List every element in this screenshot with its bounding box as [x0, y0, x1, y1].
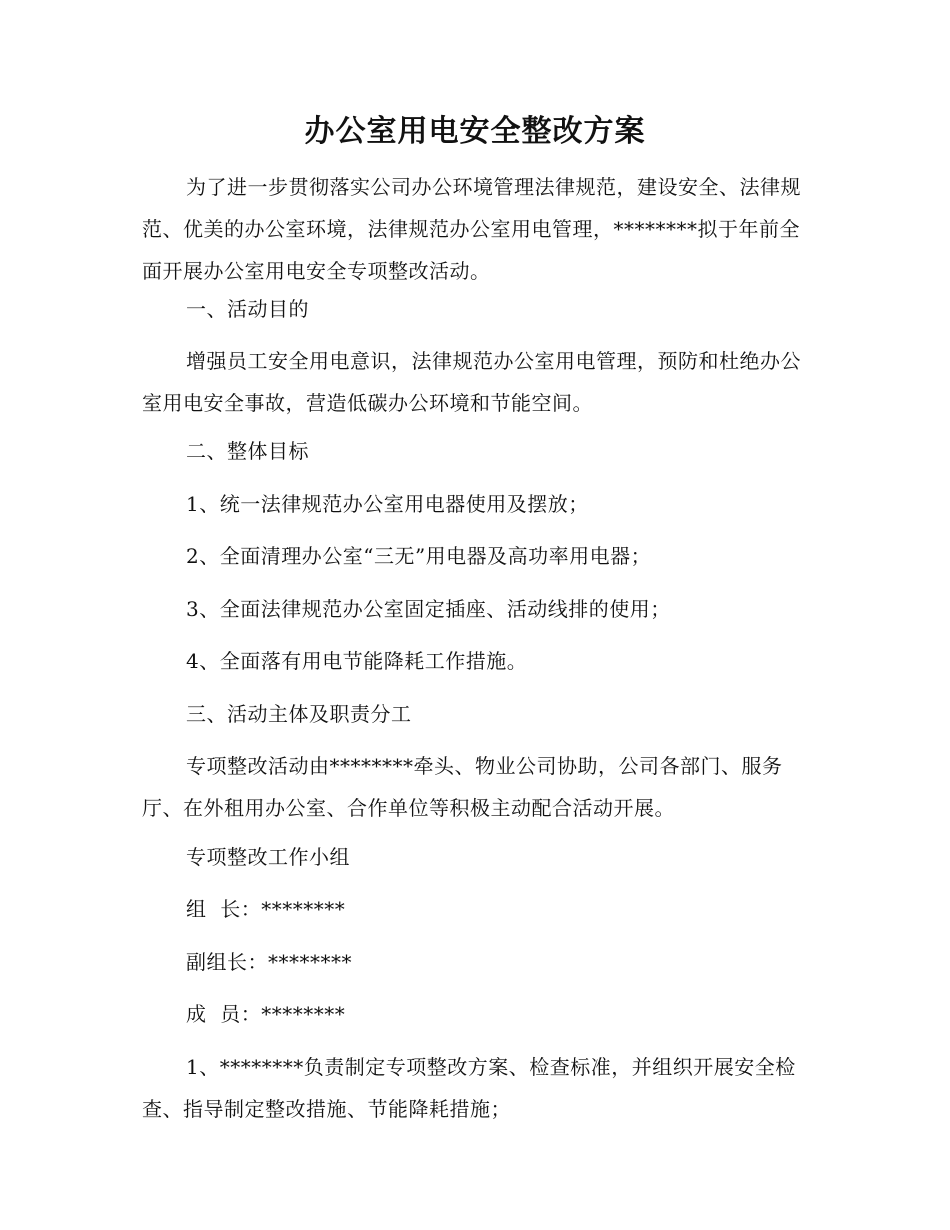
goal-item-2: 2、全面清理办公室“三无”用电器及高功率用电器；	[186, 544, 652, 568]
members-line: 成 员：********	[186, 1002, 346, 1026]
goal-item-3: 3、全面法律规范办公室固定插座、活动线排的使用；	[186, 597, 671, 621]
purpose-paragraph: 增强员工安全用电意识，法律规范办公室用电管理，预防和杜绝办公室用电安全事故，营造低碳办公环境和节能空间。	[142, 349, 801, 415]
responsibility-paragraph: 专项整改活动由********牵头、物业公司协助，公司各部门、服务厅、在外租用办公室、合作单位等积极主动配合活动开展。	[142, 754, 783, 820]
goal-item-1: 1、统一法律规范办公室用电器使用及摆放；	[186, 492, 589, 516]
group-leader-line: 组 长：********	[186, 897, 346, 921]
deputy-leader-line: 副组长：********	[186, 950, 352, 974]
section-heading-purpose: 一、活动目的	[186, 297, 309, 321]
section-heading-responsibility: 三、活动主体及职责分工	[186, 702, 412, 726]
intro-paragraph: 为了进一步贯彻落实公司办公环境管理法律规范，建设安全、法律规范、优美的办公室环境，法律规范办公室用电管理，********拟于年前全面开展办公室用电安全专项整改活动。	[142, 175, 801, 283]
section-heading-goals: 二、整体目标	[186, 439, 309, 463]
working-group-heading: 专项整改工作小组	[186, 845, 350, 869]
duty-item-1: 1、********负责制定专项整改方案、检查标准，并组织开展安全检查、指导制定整改措施、节能降耗措施；	[142, 1055, 796, 1121]
document-title: 办公室用电安全整改方案	[304, 114, 646, 149]
goal-item-4: 4、全面落有用电节能降耗工作措施。	[186, 649, 528, 673]
